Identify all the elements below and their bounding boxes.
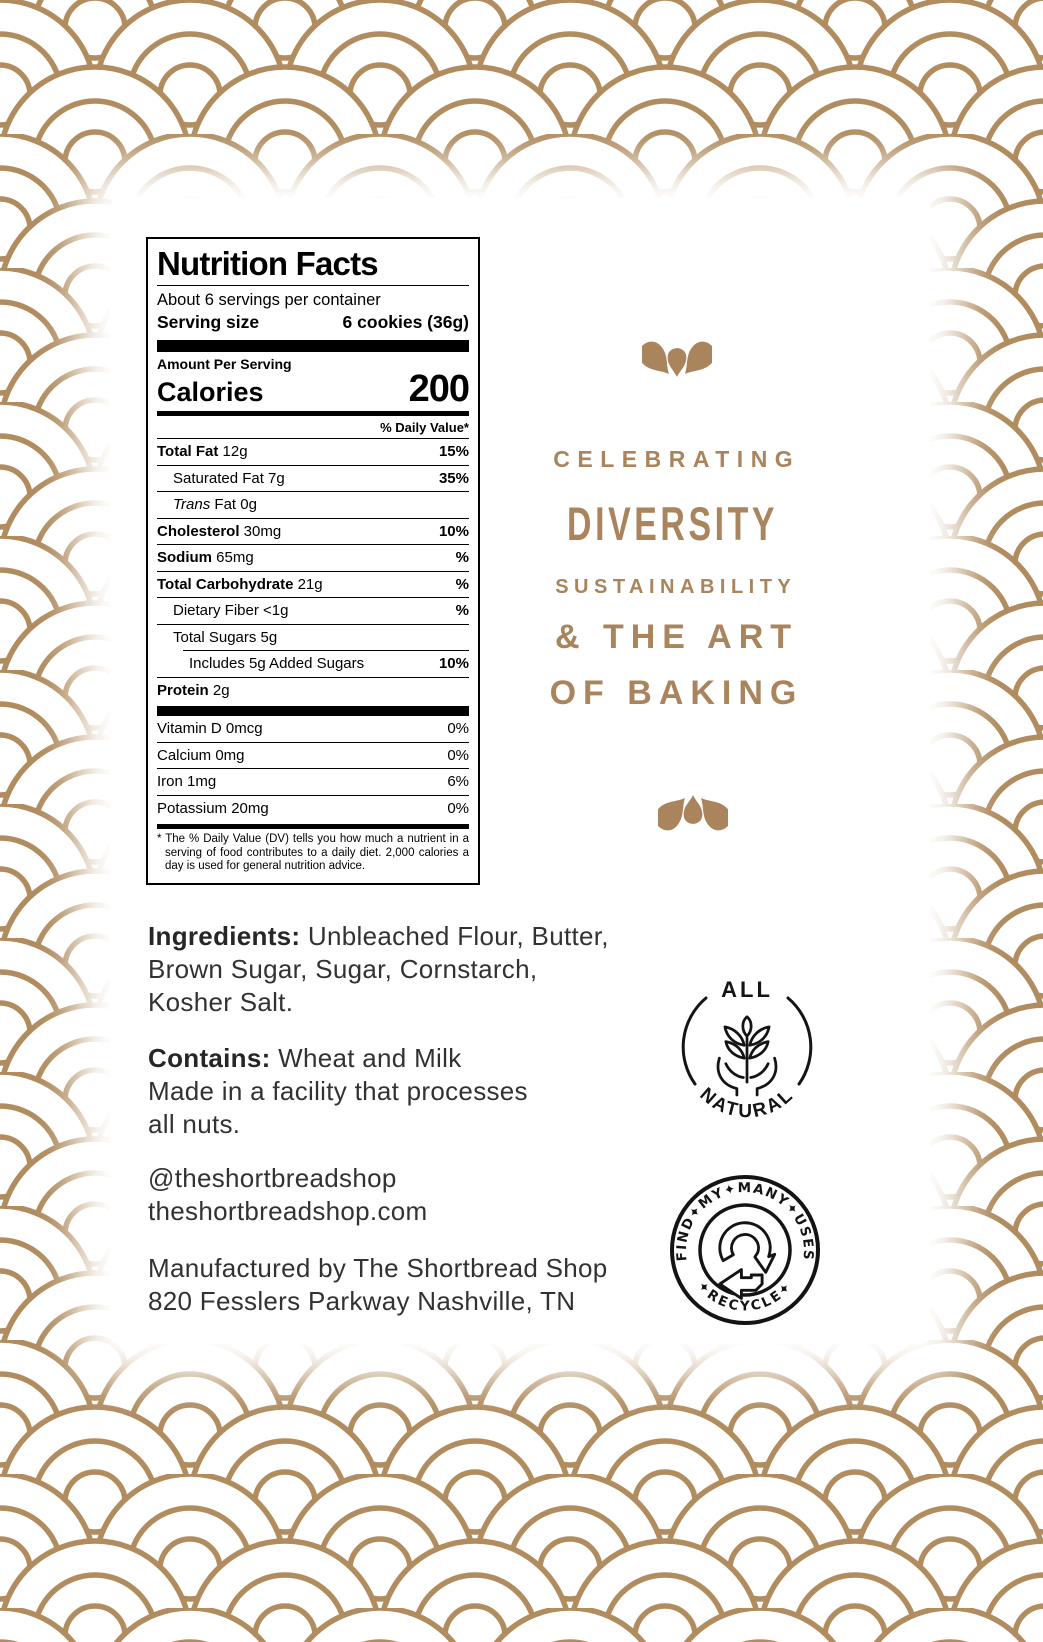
recycle-arrows-icon — [720, 1223, 775, 1299]
recycle-top-text: ✦FIND✦MY✦MANY✦USES✦ — [673, 1180, 817, 1262]
ingredients-line3: Kosher Salt. — [148, 987, 294, 1017]
thick-divider — [157, 706, 469, 716]
svg-text:NATURAL — [696, 1084, 799, 1122]
petal-ornament-icon — [658, 788, 728, 850]
contains-block — [148, 1042, 648, 1141]
calories-label: Calories — [157, 377, 264, 407]
nutrition-row: Total Fat 12g 15% — [157, 443, 469, 460]
nutrition-row: Protein 2g — [157, 677, 469, 704]
calories-value: 200 — [408, 368, 469, 410]
tagline-celebrating: CELEBRATING — [553, 446, 801, 472]
social-block — [148, 1162, 648, 1228]
serving-size-value: 6 cookies (36g) — [342, 312, 469, 333]
nutrition-row: Potassium 20mg 0% — [157, 795, 469, 822]
manufacturer-line2: 820 Fesslers Parkway Nashville, TN — [148, 1286, 576, 1316]
natural-text: NATURAL — [695, 1083, 799, 1123]
nutrition-facts-title: Nutrition Facts — [157, 245, 378, 282]
nutrition-row: Saturated Fat 7g 35% — [157, 465, 469, 492]
nutrition-row: Includes 5g Added Sugars 10% — [157, 650, 469, 677]
manufacturer-block — [148, 1252, 668, 1318]
ingredients-block — [148, 920, 648, 1019]
contains-label: Contains: — [148, 1043, 271, 1073]
badge-circle-left-arc — [683, 998, 706, 1084]
nutrition-facts-panel — [146, 237, 480, 885]
tagline-sustainability: SUSTAINABILITY — [555, 576, 797, 598]
recycle-bottom-text: ✦RECYCLE✦ — [693, 1278, 797, 1315]
nutrition-row: Total Carbohydrate 21g % — [157, 571, 469, 598]
nutrition-row: Vitamin D 0mcg 0% — [157, 720, 469, 737]
ingredients-line2: Brown Sugar, Sugar, Cornstarch, — [148, 954, 538, 984]
tagline-diversity-text: DIVERSITY — [567, 497, 779, 550]
daily-value-footnote: * The % Daily Value (DV) tells you how much a nutrient in a serving of food contributes to a daily diet. 2,000 calories a day is used for general nutrition advice. — [157, 833, 469, 873]
servings-per-container: About 6 servings per container — [157, 290, 381, 309]
contains-line1 — [148, 1042, 648, 1075]
facility-line1: Made in a facility that processes — [148, 1076, 528, 1106]
nutrition-row: Dietary Fiber <1g % — [157, 597, 469, 624]
serving-size-row — [157, 311, 469, 334]
contains-line1-text: Wheat and Milk — [270, 1043, 462, 1073]
website-url: theshortbreadshop.com — [148, 1196, 428, 1226]
ingredients-label: Ingredients: — [148, 921, 301, 951]
nutrition-row: Sodium 65mg % — [157, 544, 469, 571]
amount-per-serving-label: Amount Per Serving — [157, 356, 292, 372]
serving-size-label: Serving size — [157, 312, 260, 333]
nutrition-row: Cholesterol 30mg 10% — [157, 518, 469, 545]
facility-line2: all nuts. — [148, 1109, 241, 1139]
tagline-the-art: & THE ART — [554, 618, 799, 656]
calories-row — [157, 370, 469, 408]
daily-value-header: % Daily Value* — [157, 416, 469, 439]
badge-circle-right-arc — [788, 998, 811, 1084]
tagline-diversity — [503, 496, 843, 551]
recycle-badge — [663, 1168, 827, 1332]
tagline-of-baking: OF BAKING — [549, 674, 804, 712]
nutrition-row: Trans Fat 0g — [157, 491, 469, 518]
nutrition-row: Total Sugars 5g — [157, 624, 469, 651]
thick-divider — [157, 340, 469, 352]
nutrition-rows — [157, 439, 469, 703]
social-handle: @theshortbreadshop — [148, 1163, 397, 1193]
divider — [157, 285, 469, 286]
petal-ornament-icon — [642, 328, 712, 390]
vitamin-rows — [157, 716, 469, 821]
hands-plant-icon — [718, 1017, 776, 1095]
all-natural-badge — [672, 972, 822, 1124]
manufacturer-line1: Manufactured by The Shortbread Shop — [148, 1253, 608, 1283]
nutrition-row: Calcium 0mg 0% — [157, 742, 469, 769]
nutrition-row: Iron 1mg 6% — [157, 768, 469, 795]
ingredients-line1-text: Unbleached Flour, Butter, — [300, 921, 609, 951]
ingredients-line1 — [148, 920, 648, 953]
all-text: ALL — [721, 977, 773, 1002]
svg-text:✦FIND✦MY✦MANY✦USES✦ — [674, 1180, 816, 1262]
